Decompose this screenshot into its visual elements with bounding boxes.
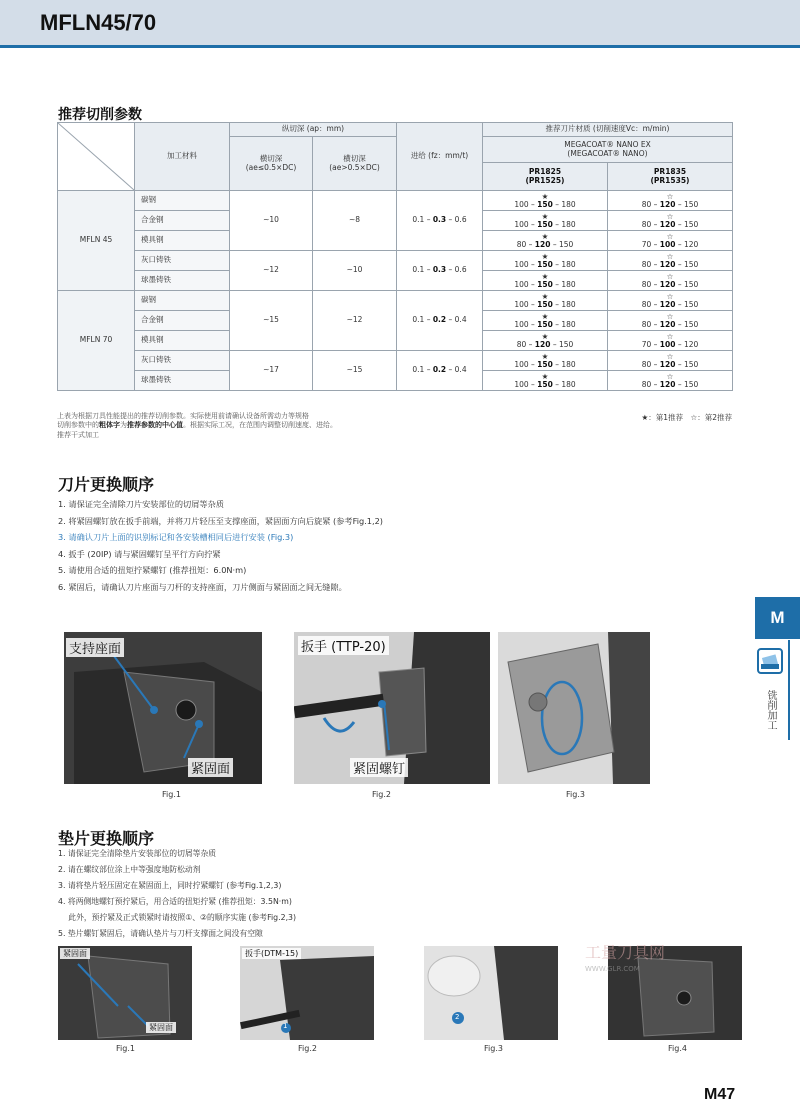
table-row	[58, 191, 733, 211]
shim-step: 此外，预拧紧及正式锁紧时请按照①、②的顺序实施 (参考Fig.2,3)	[58, 913, 297, 922]
insert-steps	[58, 496, 383, 595]
recommend-mark: ☆	[666, 191, 674, 201]
shim-step: 1. 请保证完全清除垫片安装部位的切屑等杂质	[58, 849, 217, 858]
grade1-cell	[483, 371, 608, 391]
fig1-label-support: 支持座面	[66, 638, 124, 657]
recommend-mark: ★	[541, 291, 549, 301]
grade2-cell	[608, 371, 733, 391]
recommend-mark: ★	[541, 311, 549, 321]
grade1-cell	[483, 191, 608, 211]
material-cell: 球墨铸铁	[135, 371, 230, 391]
speed-range: 80 – 120 – 150	[641, 279, 699, 289]
fig2-label-wrench: 扳手 (TTP-20)	[298, 636, 389, 655]
speed-range: 80 – 120 – 150	[516, 239, 574, 249]
ap-small-cell: ~12	[230, 251, 313, 291]
shim-fig1-photo	[58, 946, 192, 1040]
insert-fig3-caption: Fig.3	[566, 790, 585, 799]
feed-cell: 0.1 – 0.2 – 0.4	[397, 291, 483, 351]
cutting-params-table	[57, 122, 733, 391]
speed-range: 100 – 150 – 180	[514, 319, 576, 329]
grade2-cell	[608, 311, 733, 331]
speed-range: 100 – 150 – 180	[514, 359, 576, 369]
recommend-mark: ☆	[666, 331, 674, 341]
grade1-cell	[483, 271, 608, 291]
ap-small-cell: ~10	[230, 191, 313, 251]
ap-large-cell: ~8	[313, 191, 397, 251]
recommend-mark: ☆	[666, 291, 674, 301]
grade1-cell	[483, 251, 608, 271]
watermark-text: 工量刀具网	[585, 943, 666, 962]
page-header	[0, 0, 800, 48]
grade1-cell	[483, 311, 608, 331]
col-depth: 纵切深 (ap：mm)	[230, 123, 397, 137]
grade1-cell	[483, 331, 608, 351]
recommend-mark: ☆	[666, 271, 674, 281]
table-row	[58, 351, 733, 371]
milling-icon	[757, 648, 783, 674]
speed-range: 100 – 150 – 180	[514, 199, 576, 209]
recommend-mark: ★	[541, 271, 549, 281]
speed-range: 80 – 120 – 150	[641, 319, 699, 329]
speed-range: 70 – 100 – 120	[641, 339, 699, 349]
feed-cell: 0.1 – 0.2 – 0.4	[397, 351, 483, 391]
recommend-mark: ★	[541, 351, 549, 361]
grade-1: PR1825 (PR1525)	[483, 163, 608, 191]
speed-range: 100 – 150 – 180	[514, 219, 576, 229]
speed-range: 80 – 120 – 150	[641, 259, 699, 269]
recommend-mark: ★	[541, 231, 549, 241]
speed-range: 100 – 150 – 180	[514, 379, 576, 389]
section-tab-m: M	[755, 597, 800, 639]
section-tab-text: 铣削加工	[765, 690, 776, 730]
speed-range: 80 – 120 – 150	[641, 299, 699, 309]
recommend-mark: ☆	[666, 231, 674, 241]
shim-fig2-caption: Fig.2	[298, 1044, 317, 1053]
recommend-mark: ★	[541, 371, 549, 381]
grade2-cell	[608, 191, 733, 211]
recommend-mark: ★	[541, 191, 549, 201]
table-diagonal-cell	[58, 123, 135, 191]
shim-step: 4. 将两侧地螺钉预拧紧后，用合适的扭矩拧紧 (推荐扭矩：3.5N·m)	[58, 897, 292, 906]
section-tab-line	[788, 640, 790, 740]
insert-title: 刀片更换顺序	[58, 475, 155, 494]
params-title: 推荐切削参数	[58, 107, 142, 123]
col-width-large: 横切深 (ae>0.5×DC)	[313, 137, 397, 191]
material-cell: 碳钢	[135, 291, 230, 311]
grade1-cell	[483, 231, 608, 251]
material-cell: 模具钢	[135, 231, 230, 251]
shim-fig1-caption: Fig.1	[116, 1044, 135, 1053]
recommend-legend: ★：第1推荐 ☆：第2推荐	[641, 413, 732, 422]
fig1-label-clamp: 紧固面	[188, 758, 233, 777]
shim-fig1-label-a: 紧固面	[60, 948, 90, 959]
shim-fig3-marker: 2	[455, 1013, 460, 1021]
col-grade: 推荐刀片材质 (切削速度Vc：m/min)	[483, 123, 733, 137]
grade-2: PR1835 (PR1535)	[608, 163, 733, 191]
material-cell: 灰口铸铁	[135, 351, 230, 371]
insert-step: 5. 请使用合适的扭矩拧紧螺钉 (推荐扭矩：6.0N·m)	[58, 565, 247, 575]
coat-line-1: MEGACOAT® NANO EX	[564, 139, 651, 149]
col-material: 加工材料	[135, 123, 230, 191]
insert-step: 3. 请确认刀片上面的识别标记和各安装槽相同后进行安装 (Fig.3)	[58, 532, 294, 542]
table-row	[58, 291, 733, 311]
grade1-cell	[483, 291, 608, 311]
insert-step: 1. 请保证完全清除刀片安装部位的切屑等杂质	[58, 499, 224, 509]
speed-range: 80 – 120 – 150	[641, 199, 699, 209]
grade2-cell	[608, 291, 733, 311]
note-3: 推荐干式加工	[57, 430, 99, 439]
grade2-cell	[608, 231, 733, 251]
grade2-cell	[608, 351, 733, 371]
shim-fig1-label-b: 紧固面	[146, 1022, 176, 1033]
material-cell: 灰口铸铁	[135, 251, 230, 271]
shim-step: 3. 请将垫片轻压固定在紧固面上，同时拧紧螺钉 (参考Fig.1,2,3)	[58, 881, 282, 890]
speed-range: 70 – 100 – 120	[641, 239, 699, 249]
recommend-mark: ☆	[666, 311, 674, 321]
model-cell: MFLN 45	[58, 191, 135, 291]
page-number: M47	[704, 1086, 736, 1103]
grade2-cell	[608, 271, 733, 291]
insert-step: 6. 紧固后，请确认刀片座面与刀杆的支持座面，刀片侧面与紧固面之间无缝隙。	[58, 581, 347, 592]
insert-fig2-caption: Fig.2	[372, 790, 391, 799]
coat-line-2: (MEGACOAT® NANO)	[567, 148, 648, 158]
speed-range: 80 – 120 – 150	[641, 219, 699, 229]
grade2-cell	[608, 331, 733, 351]
shim-fig3-caption: Fig.3	[484, 1044, 503, 1053]
note-1: 上表为根据刀具性能提出的推荐切削参数。实际使用前请确认设备所需动力等规格	[57, 412, 309, 420]
grade2-cell	[608, 251, 733, 271]
shim-fig4-caption: Fig.4	[668, 1044, 687, 1053]
watermark-url: WWW.GLR.COM	[585, 965, 640, 973]
grade2-cell	[608, 211, 733, 231]
feed-cell: 0.1 – 0.3 – 0.6	[397, 251, 483, 291]
ap-large-cell: ~10	[313, 251, 397, 291]
recommend-mark: ★	[541, 211, 549, 221]
recommend-mark: ★	[541, 331, 549, 341]
ap-large-cell: ~15	[313, 351, 397, 391]
speed-range: 80 – 120 – 150	[641, 359, 699, 369]
speed-range: 100 – 150 – 180	[514, 299, 576, 309]
insert-fig2-photo	[294, 632, 490, 784]
ap-small-cell: ~17	[230, 351, 313, 391]
speed-range: 80 – 120 – 150	[516, 339, 574, 349]
insert-fig1-photo	[64, 632, 262, 784]
material-cell: 模具钢	[135, 331, 230, 351]
grade1-cell	[483, 351, 608, 371]
note-2: 切削参数中的粗体字为推荐参数的中心值。根据实际工况，在范围内调整切削速度、进给。	[57, 421, 337, 430]
shim-fig2-photo	[240, 946, 374, 1040]
header-rule	[0, 45, 800, 48]
col-width-small: 横切深 (ae≤0.5×DC)	[230, 137, 313, 191]
shim-fig2-marker: 1	[283, 1022, 288, 1030]
shim-steps	[58, 846, 296, 942]
feed-cell: 0.1 – 0.3 – 0.6	[397, 191, 483, 251]
shim-step: 5. 垫片螺钉紧固后，请确认垫片与刀杆支撑面之间没有空隙	[58, 929, 263, 938]
insert-fig3-photo	[498, 632, 650, 784]
recommend-mark: ☆	[666, 371, 674, 381]
insert-fig1-caption: Fig.1	[162, 790, 181, 799]
col-feed: 进给 (fz：mm/t)	[397, 123, 483, 191]
fig2-label-screw: 紧固螺钉	[350, 758, 408, 777]
ap-large-cell: ~12	[313, 291, 397, 351]
shim-step: 2. 请在螺纹部位涂上中等强度地防松动剂	[58, 865, 201, 874]
model-cell: MFLN 70	[58, 291, 135, 391]
page-title: MFLN45/70	[40, 10, 157, 35]
insert-step: 4. 扳手 (20IP) 请与紧固螺钉呈平行方向拧紧	[58, 548, 221, 559]
recommend-mark: ★	[541, 251, 549, 261]
material-cell: 合金钢	[135, 311, 230, 331]
material-cell: 碳钢	[135, 191, 230, 211]
shim-fig2-label-wrench: 扳手(DTM-15)	[242, 948, 301, 959]
shim-fig3-photo	[424, 946, 558, 1040]
table-row	[58, 251, 733, 271]
recommend-mark: ☆	[666, 211, 674, 221]
material-cell: 合金钢	[135, 211, 230, 231]
material-cell: 球墨铸铁	[135, 271, 230, 291]
coat-name	[483, 137, 733, 163]
recommend-mark: ☆	[666, 251, 674, 261]
watermark	[585, 940, 665, 973]
table-notes	[57, 412, 337, 440]
ap-small-cell: ~15	[230, 291, 313, 351]
insert-step: 2. 将紧固螺钉放在扳手前端，并将刀片轻压至支撑座面，紧固面方向后旋紧 (参考Fig.1,2)	[58, 515, 383, 526]
recommend-mark: ☆	[666, 351, 674, 361]
speed-range: 100 – 150 – 180	[514, 259, 576, 269]
grade1-cell	[483, 211, 608, 231]
speed-range: 80 – 120 – 150	[641, 379, 699, 389]
shim-title: 垫片更换顺序	[58, 829, 155, 848]
speed-range: 100 – 150 – 180	[514, 279, 576, 289]
